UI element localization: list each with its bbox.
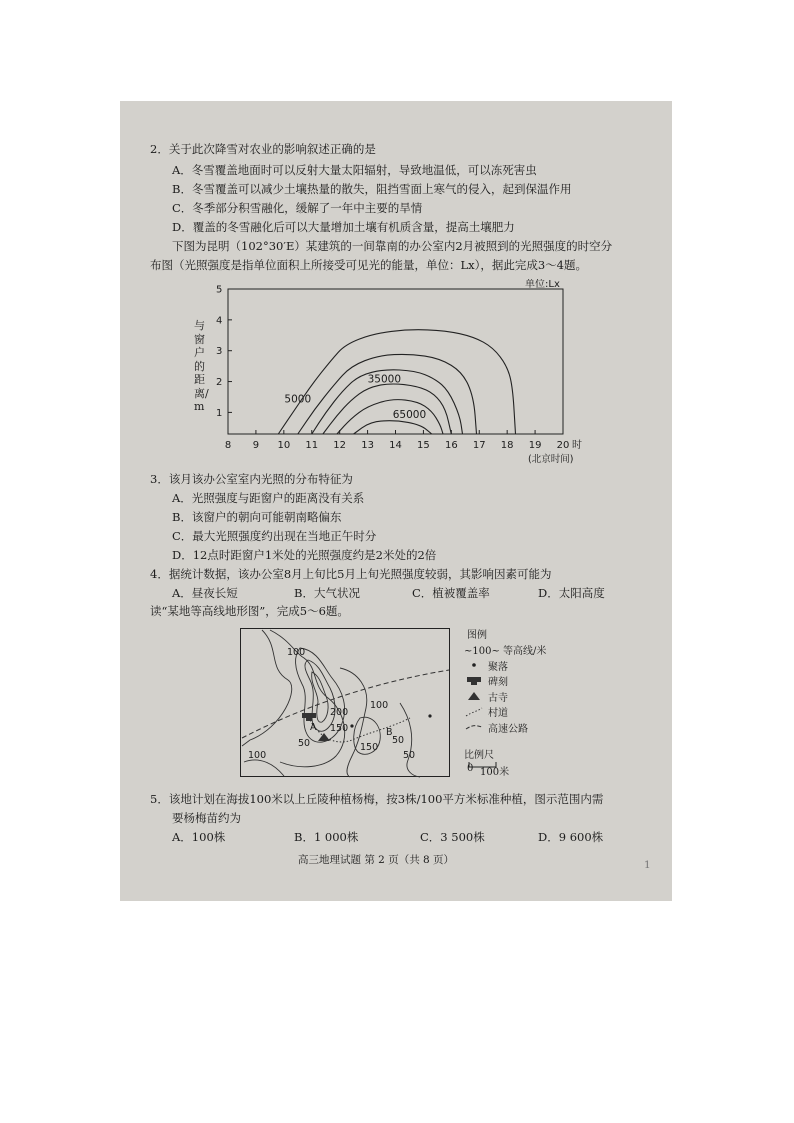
contour-line [244,760,284,776]
legend-item [464,720,528,735]
intro2-text: 读“某地等高线地形图”，完成5～6题。 [150,604,349,618]
q2-option-b: B．冬雪覆盖可以减少土壤热量的散失，阻挡雪面上寒气的侵入，起到保温作用 [172,182,572,196]
legend-item-label: 高速公路 [488,723,528,735]
q3-option-b: B．该窗户的朝向可能朝南略偏东 [172,510,342,524]
legend-item [464,642,546,657]
legend-item [464,673,508,688]
x-tick-label: 11 [305,440,319,451]
map-label: B [386,727,393,738]
q5-option-d: D．9 600株 [538,830,604,844]
corner-mark: 1 [644,859,651,871]
q5-stem-line1: 5．该地计划在海拔100米以上丘陵种植杨梅，按3株/100平方米标准种植，图示范围内需 [150,792,604,806]
intro1-line2: 布图（光照强度是指单位面积上所接受可见光的能量，单位：Lx），据此完成3～4题。 [150,258,588,272]
map-label: 150 [330,723,349,734]
topographic-map [240,628,450,778]
x-tick-label: 10 [277,440,291,451]
exam-page [120,101,672,901]
q3-option-c: C．最大光照强度约出现在当地正午时分 [172,529,377,543]
legend-item-label: 碑刻 [488,677,508,688]
contour-label: 5000 [284,393,312,406]
isoline-c6 [354,421,432,434]
q3-option-a: A．光照强度与距窗户的距离没有关系 [172,491,365,505]
q5-option-c: C．3 500株 [420,830,485,844]
stele-icon [464,675,484,687]
map-label: 50 [392,735,405,746]
scale-title: 比例尺 [464,750,494,761]
legend-item-label: 古寺 [488,692,508,704]
y-tick-label: 5 [216,284,223,296]
y-tick-label: 4 [216,315,223,327]
y-tick-label: 2 [216,377,223,389]
q2-option-c: C．冬季部分积雪融化，缓解了一年中主要的旱情 [172,201,423,215]
x-axis-note: (北京时间) [528,454,574,465]
q4-option-d: D．太阳高度 [538,586,605,600]
highway-icon [464,721,484,733]
x-tick-label: 13 [361,440,374,451]
map-label: 100 [287,647,306,658]
q2-option-a: A．冬雪覆盖地面时可以反射大量太阳辐射，导致地温低，可以冻死害虫 [172,163,537,177]
chart-unit-label: 单位:Lx [525,279,560,290]
contour-line [242,630,292,746]
legend-item-label: 村道 [488,708,508,719]
page-footer: 高三地理试题 第 2 页（共 8 页） [298,854,455,866]
legend-item [464,658,508,673]
x-tick-label: 15 [417,440,430,451]
q3-stem: 3．该月该办公室室内光照的分布特征为 [150,472,353,486]
map-frame [241,629,450,777]
settlement-dot [350,724,353,727]
q4-option-c: C．植被覆盖率 [412,586,490,600]
y-tick-label: 3 [216,346,223,358]
x-tick-label: 16 [444,440,458,451]
map-label: 50 [403,750,416,761]
light-intensity-chart [190,279,610,469]
q4-option-b: B．大气状况 [294,586,360,600]
map-label: 150 [360,742,379,753]
intro1-line1: 下图为昆明（102°30′E）某建筑的一间靠南的办公室内2月被照到的光照强度的时空分 [172,239,613,253]
scale-zero: 0 [467,763,474,774]
x-axis-suffix: 时 [572,440,582,451]
q2-stem: 2．关于此次降雪对农业的影响叙述正确的是 [150,142,376,156]
legend-item-label: ~100~ 等高线/米 [464,646,547,657]
contour-label: 65000 [392,408,427,421]
contour-label: 35000 [367,373,402,386]
map-label: 50 [298,738,311,749]
q3-option-d: D．12点时距窗户1米处的光照强度约是2米处的2倍 [172,548,437,562]
q4-option-a: A．昼夜长短 [172,586,238,600]
x-tick-label: 17 [472,440,486,451]
q2-option-d: D．覆盖的冬雪融化后可以大量增加土壤有机质含量，提高土壤肥力 [172,220,515,234]
q5-option-b: B．1 000株 [294,830,359,844]
y-axis-label: 与窗户的距离/m [194,319,209,413]
q5-option-a: A．100株 [172,830,226,844]
village-road-icon [464,706,484,718]
x-tick-label: 9 [252,440,260,451]
settlement-dot-icon [464,659,484,671]
x-tick-label: 18 [500,440,514,451]
q4-stem: 4．据统计数据，该办公室8月上旬比5月上旬光照强度较弱，其影响因素可能为 [150,567,552,581]
x-tick-label: 12 [333,440,347,451]
settlement-dot [428,714,431,717]
map-label: 100 [248,750,267,761]
q5-stem-line2: 要杨梅苗约为 [172,811,241,825]
x-tick-label: 19 [528,440,542,451]
x-tick-label: 20 [556,440,570,451]
map-label: A [310,722,317,733]
legend-item [464,704,508,719]
temple-icon [318,733,330,741]
legend-title: 图例 [467,630,487,641]
isoline-c5 [337,400,443,434]
y-tick-label: 1 [216,407,223,419]
temple-icon [464,690,484,702]
map-label: 200 [330,707,349,718]
x-tick-label: 14 [389,440,402,451]
legend-item-label: 聚落 [488,661,508,673]
scale-value: 100米 [480,767,510,778]
map-label: 100 [370,700,389,711]
legend-item [464,689,508,704]
x-tick-label: 8 [224,440,232,451]
